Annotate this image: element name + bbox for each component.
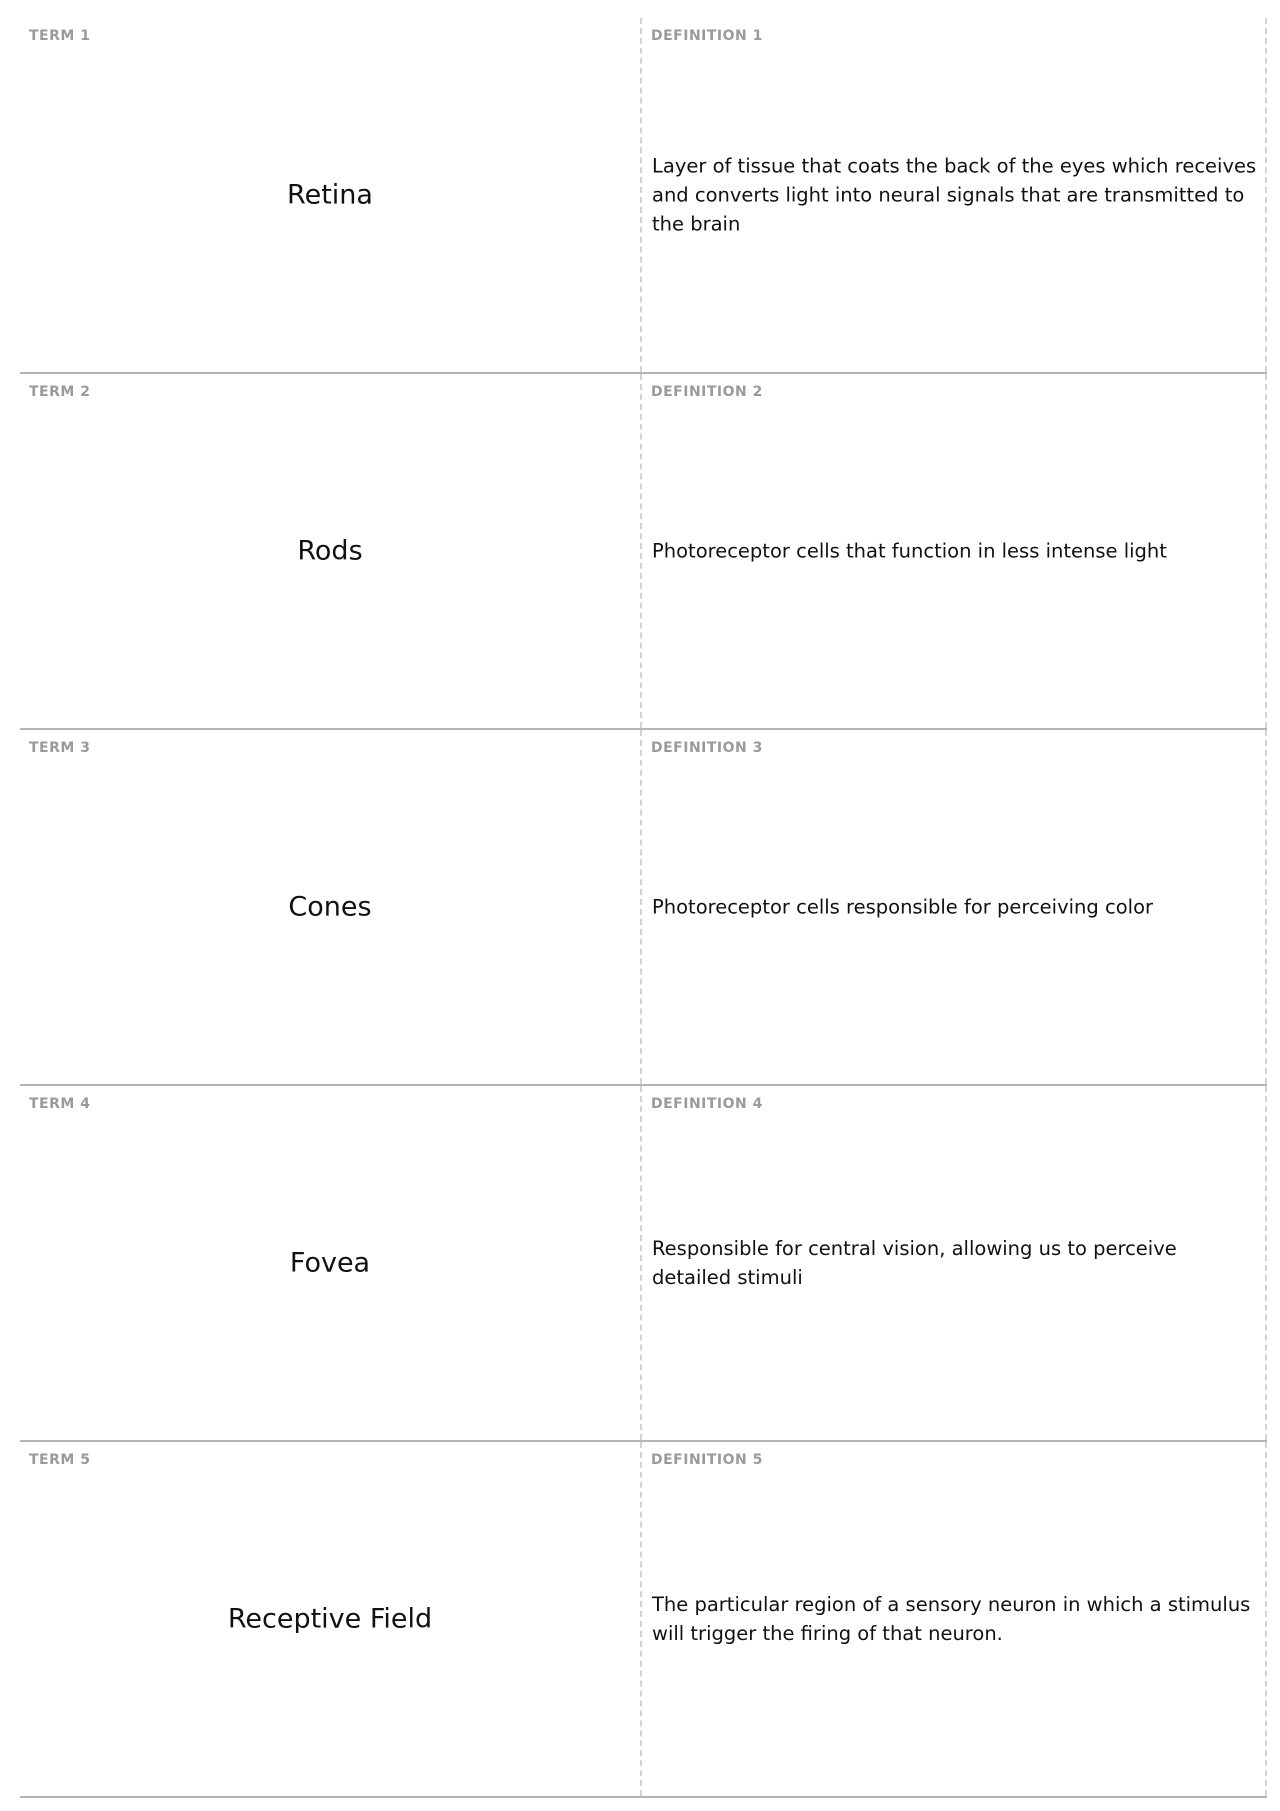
definition-text: The particular region of a sensory neuron in which a stimulus will trigger the firing of that neuron. (652, 1593, 1251, 1645)
flashcard-row (20, 1086, 1267, 1442)
definition-label: DEFINITION 2 (651, 384, 763, 400)
definition-cell (642, 18, 1267, 372)
definition-cell (642, 1086, 1267, 1440)
term-text: Fovea (289, 1247, 371, 1279)
term-label: TERM 4 (29, 1096, 91, 1112)
definition-text: Photoreceptor cells that function in less intense light (652, 539, 1167, 563)
definition-label: DEFINITION 3 (651, 740, 763, 756)
term-cell (20, 1442, 642, 1796)
definition-cell (642, 730, 1267, 1084)
definition-text: Responsible for central vision, allowing us to perceive detailed stimuli (652, 1237, 1177, 1289)
definition-cell (642, 1442, 1267, 1796)
term-cell (20, 730, 642, 1084)
definition-label: DEFINITION 1 (651, 28, 763, 44)
flashcard-row (20, 374, 1267, 730)
flashcard-row (20, 18, 1267, 374)
definition-cell (642, 374, 1267, 728)
term-cell (20, 1086, 642, 1440)
term-text: Receptive Field (227, 1603, 433, 1635)
term-label: TERM 3 (29, 740, 91, 756)
definition-text: Photoreceptor cells responsible for perceiving color (652, 895, 1154, 919)
term-label: TERM 5 (29, 1452, 91, 1468)
term-text: Rods (297, 535, 363, 567)
term-cell (20, 374, 642, 728)
definition-text: Layer of tissue that coats the back of the eyes which receives and converts light into neural signals that are transmitted to the brain (652, 154, 1257, 236)
term-text: Retina (287, 179, 373, 211)
definition-label: DEFINITION 4 (651, 1096, 763, 1112)
term-cell (20, 18, 642, 372)
term-label: TERM 1 (29, 28, 91, 44)
term-text: Cones (288, 891, 372, 923)
term-label: TERM 2 (29, 384, 91, 400)
flashcard-row (20, 1442, 1267, 1798)
flashcard-row (20, 730, 1267, 1086)
definition-label: DEFINITION 5 (651, 1452, 763, 1468)
flashcard-sheet (20, 18, 1267, 1798)
